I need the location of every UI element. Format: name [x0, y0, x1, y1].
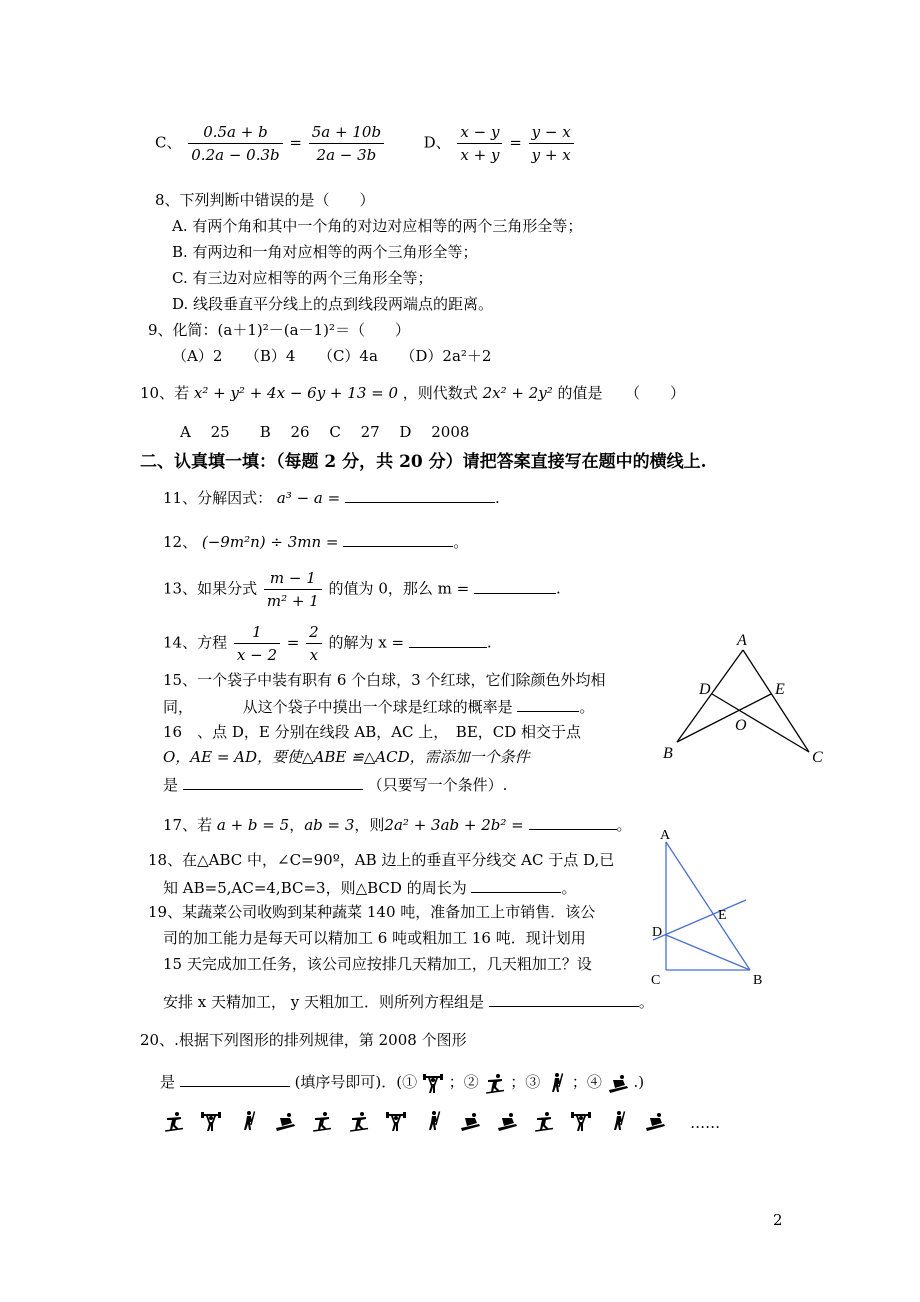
q20-answer-blank[interactable] [180, 1070, 290, 1087]
snowboarder-icon [607, 1072, 629, 1094]
q16-line-1: 16 、点 D，E 分别在线段 AB，AC 上， BE，CD 相交于点 [163, 723, 582, 741]
q14-answer-blank[interactable] [409, 631, 487, 648]
segment-ac [743, 650, 809, 752]
q9-stem: 9、化简：(a＋1)²－(a－1)²＝（ ） [148, 321, 410, 339]
q10-stem: 10、若 x² + y² + 4x − 6y + 13 = 0 ，则代数式 2x² + 2y² 的值是 （ ） [140, 384, 686, 402]
q19-line-1: 19、某蔬菜公司收购到某种蔬菜 140 吨，准备加工上市销售．该公 [148, 903, 596, 921]
q17-answer-blank[interactable] [529, 813, 617, 830]
q15-answer-blank[interactable] [517, 695, 579, 712]
sequence-ellipsis: …… [690, 1114, 721, 1132]
golfer-icon [607, 1110, 633, 1136]
q19-line-3: 15 天完成加工任务，该公司应按排几天精加工，几天粗加工？设 [163, 955, 592, 973]
q17: 17、若 a + b = 5，ab = 3，则2a² + 3ab + 2b² = 。 [163, 813, 632, 835]
q20-line-1: 20、.根据下列图形的排列规律，第 2008 个图形 [140, 1031, 467, 1049]
q19-line-2: 司的加工能力是每天可以精加工 6 吨或粗加工 16 吨．现计划用 [163, 929, 586, 947]
q8-stem: 8、下列判断中错误的是（ ） [155, 191, 375, 209]
snowboarder-icon [274, 1110, 300, 1136]
q8-option-b: B. 有两边和一角对应相等的两个三角形全等； [172, 243, 478, 261]
golfer-icon [422, 1110, 448, 1136]
q15-line-1: 15、一个袋子中装有职有 6 个白球，3 个红球，它们除颜色外均相 [163, 671, 606, 689]
q7-c-lhs: $\frac{0.5a + b}{0.2a - 0.3b}$ [188, 122, 282, 165]
golfer-icon [237, 1110, 263, 1136]
golfer-icon [545, 1072, 567, 1094]
figure-right-triangle-abc [650, 822, 780, 992]
segment-db [666, 935, 750, 970]
weightlifter-icon [570, 1110, 596, 1136]
q14: 14、方程 $\frac{1}{x - 2}$ = $\frac{2}{x}$ 的解为 x = . [163, 623, 492, 664]
q18-line-2: 知 AB=5,AC=4,BC=3，则△BCD 的周长为 。 [163, 876, 577, 898]
section-2-title: 二、认真填一填：（每题 2 分，共 20 分）请把答案直接写在题中的横线上. [140, 452, 707, 472]
q8-option-d: D. 线段垂直平分线上的点到线段两端点的距离。 [172, 295, 494, 313]
skier-icon [311, 1110, 337, 1136]
skier-icon [163, 1110, 189, 1136]
q16-line-2: O，AE = AD，要使△ABE ≌△ACD，需添加一个条件 [163, 748, 530, 766]
q18-line-1: 18、在△ABC 中，∠C=90º，AB 边上的垂直平分线交 AC 于点 D,已 [148, 851, 615, 869]
q10-expression: 2x² + 2y² [482, 384, 553, 402]
figure-triangle-abe-acd [655, 628, 835, 773]
q7-d-rhs: $\frac{y - x}{y + x}$ [529, 122, 574, 165]
label-a: A [660, 828, 671, 843]
q8-option-c: C. 有三边对应相等的两个三角形全等； [172, 269, 433, 287]
q7-options: C、 $\frac{0.5a + b}{0.2a - 0.3b}$ = $\frac{5a + 10b}{2a - 3b}$ D、 $\frac{x - y}{x + y}$ = $\frac{y - x}{y + x}$ [155, 122, 576, 165]
label-o: O [735, 717, 747, 734]
skier-icon [484, 1072, 506, 1094]
q13-answer-blank[interactable] [474, 577, 556, 594]
q8-option-a: A. 有两个角和其中一个角的对边对应相等的两个三角形全等； [172, 217, 583, 235]
q12: 12、 (−9m²n) ÷ 3mn = 。 [163, 530, 468, 552]
q10-options: A 25 B 26 C 27 D 2008 [180, 423, 470, 441]
q7-c-rhs: $\frac{5a + 10b}{2a - 3b}$ [309, 122, 384, 165]
weightlifter-icon [385, 1110, 411, 1136]
q7-d-lhs: $\frac{x - y}{x + y}$ [457, 122, 502, 165]
page-number: 2 [773, 1211, 783, 1229]
label-c: C [812, 749, 823, 766]
weightlifter-icon [422, 1072, 444, 1094]
q13: 13、如果分式 $\frac{m - 1}{\text{m² + 1}}$ 的值为 0，那么 m = . [163, 569, 561, 610]
skier-icon [348, 1110, 374, 1136]
q19-answer-blank[interactable] [489, 990, 639, 1007]
perpendicular-bisector [653, 900, 746, 940]
q7-c-label: C、 [155, 133, 182, 152]
label-e: E [775, 681, 785, 698]
segment-ab [666, 842, 750, 970]
snowboarder-icon [459, 1110, 485, 1136]
q7-d-label: D、 [423, 133, 451, 152]
q16-answer-blank[interactable] [183, 773, 363, 790]
label-b: B [753, 973, 763, 988]
q10-equation: x² + y² + 4x − 6y + 13 = 0 [193, 384, 399, 402]
label-e: E [718, 908, 727, 923]
q15-line-2: 同， 从这个袋子中摸出一个球是红球的概率是 。 [163, 695, 594, 717]
q11: 11、分解因式： a³ − a = . [163, 486, 500, 508]
label-d: D [652, 925, 663, 940]
skier-icon [533, 1110, 559, 1136]
label-c: C [651, 973, 661, 988]
q18-answer-blank[interactable] [471, 876, 561, 893]
label-b: B [663, 745, 673, 762]
q16-line-3: 是 （只要写一个条件）. [163, 773, 507, 795]
q9-options: （A）2 （B）4 （C）4a （D）2a²＋2 [172, 347, 492, 365]
label-d: D [699, 681, 711, 698]
snowboarder-icon [496, 1110, 522, 1136]
snowboarder-icon [644, 1110, 670, 1136]
q11-answer-blank[interactable] [345, 486, 495, 503]
q20-line-2: 是 (填序号即可)．(① ；② ；③ ；④ .) [160, 1070, 644, 1094]
label-a: A [737, 632, 747, 649]
q12-answer-blank[interactable] [343, 530, 453, 547]
q19-line-4: 安排 x 天精加工， y 天粗加工．则所列方程组是 。 [163, 990, 654, 1012]
q20-figure-sequence [163, 1110, 720, 1140]
segment-cd [712, 694, 809, 752]
weightlifter-icon [200, 1110, 226, 1136]
